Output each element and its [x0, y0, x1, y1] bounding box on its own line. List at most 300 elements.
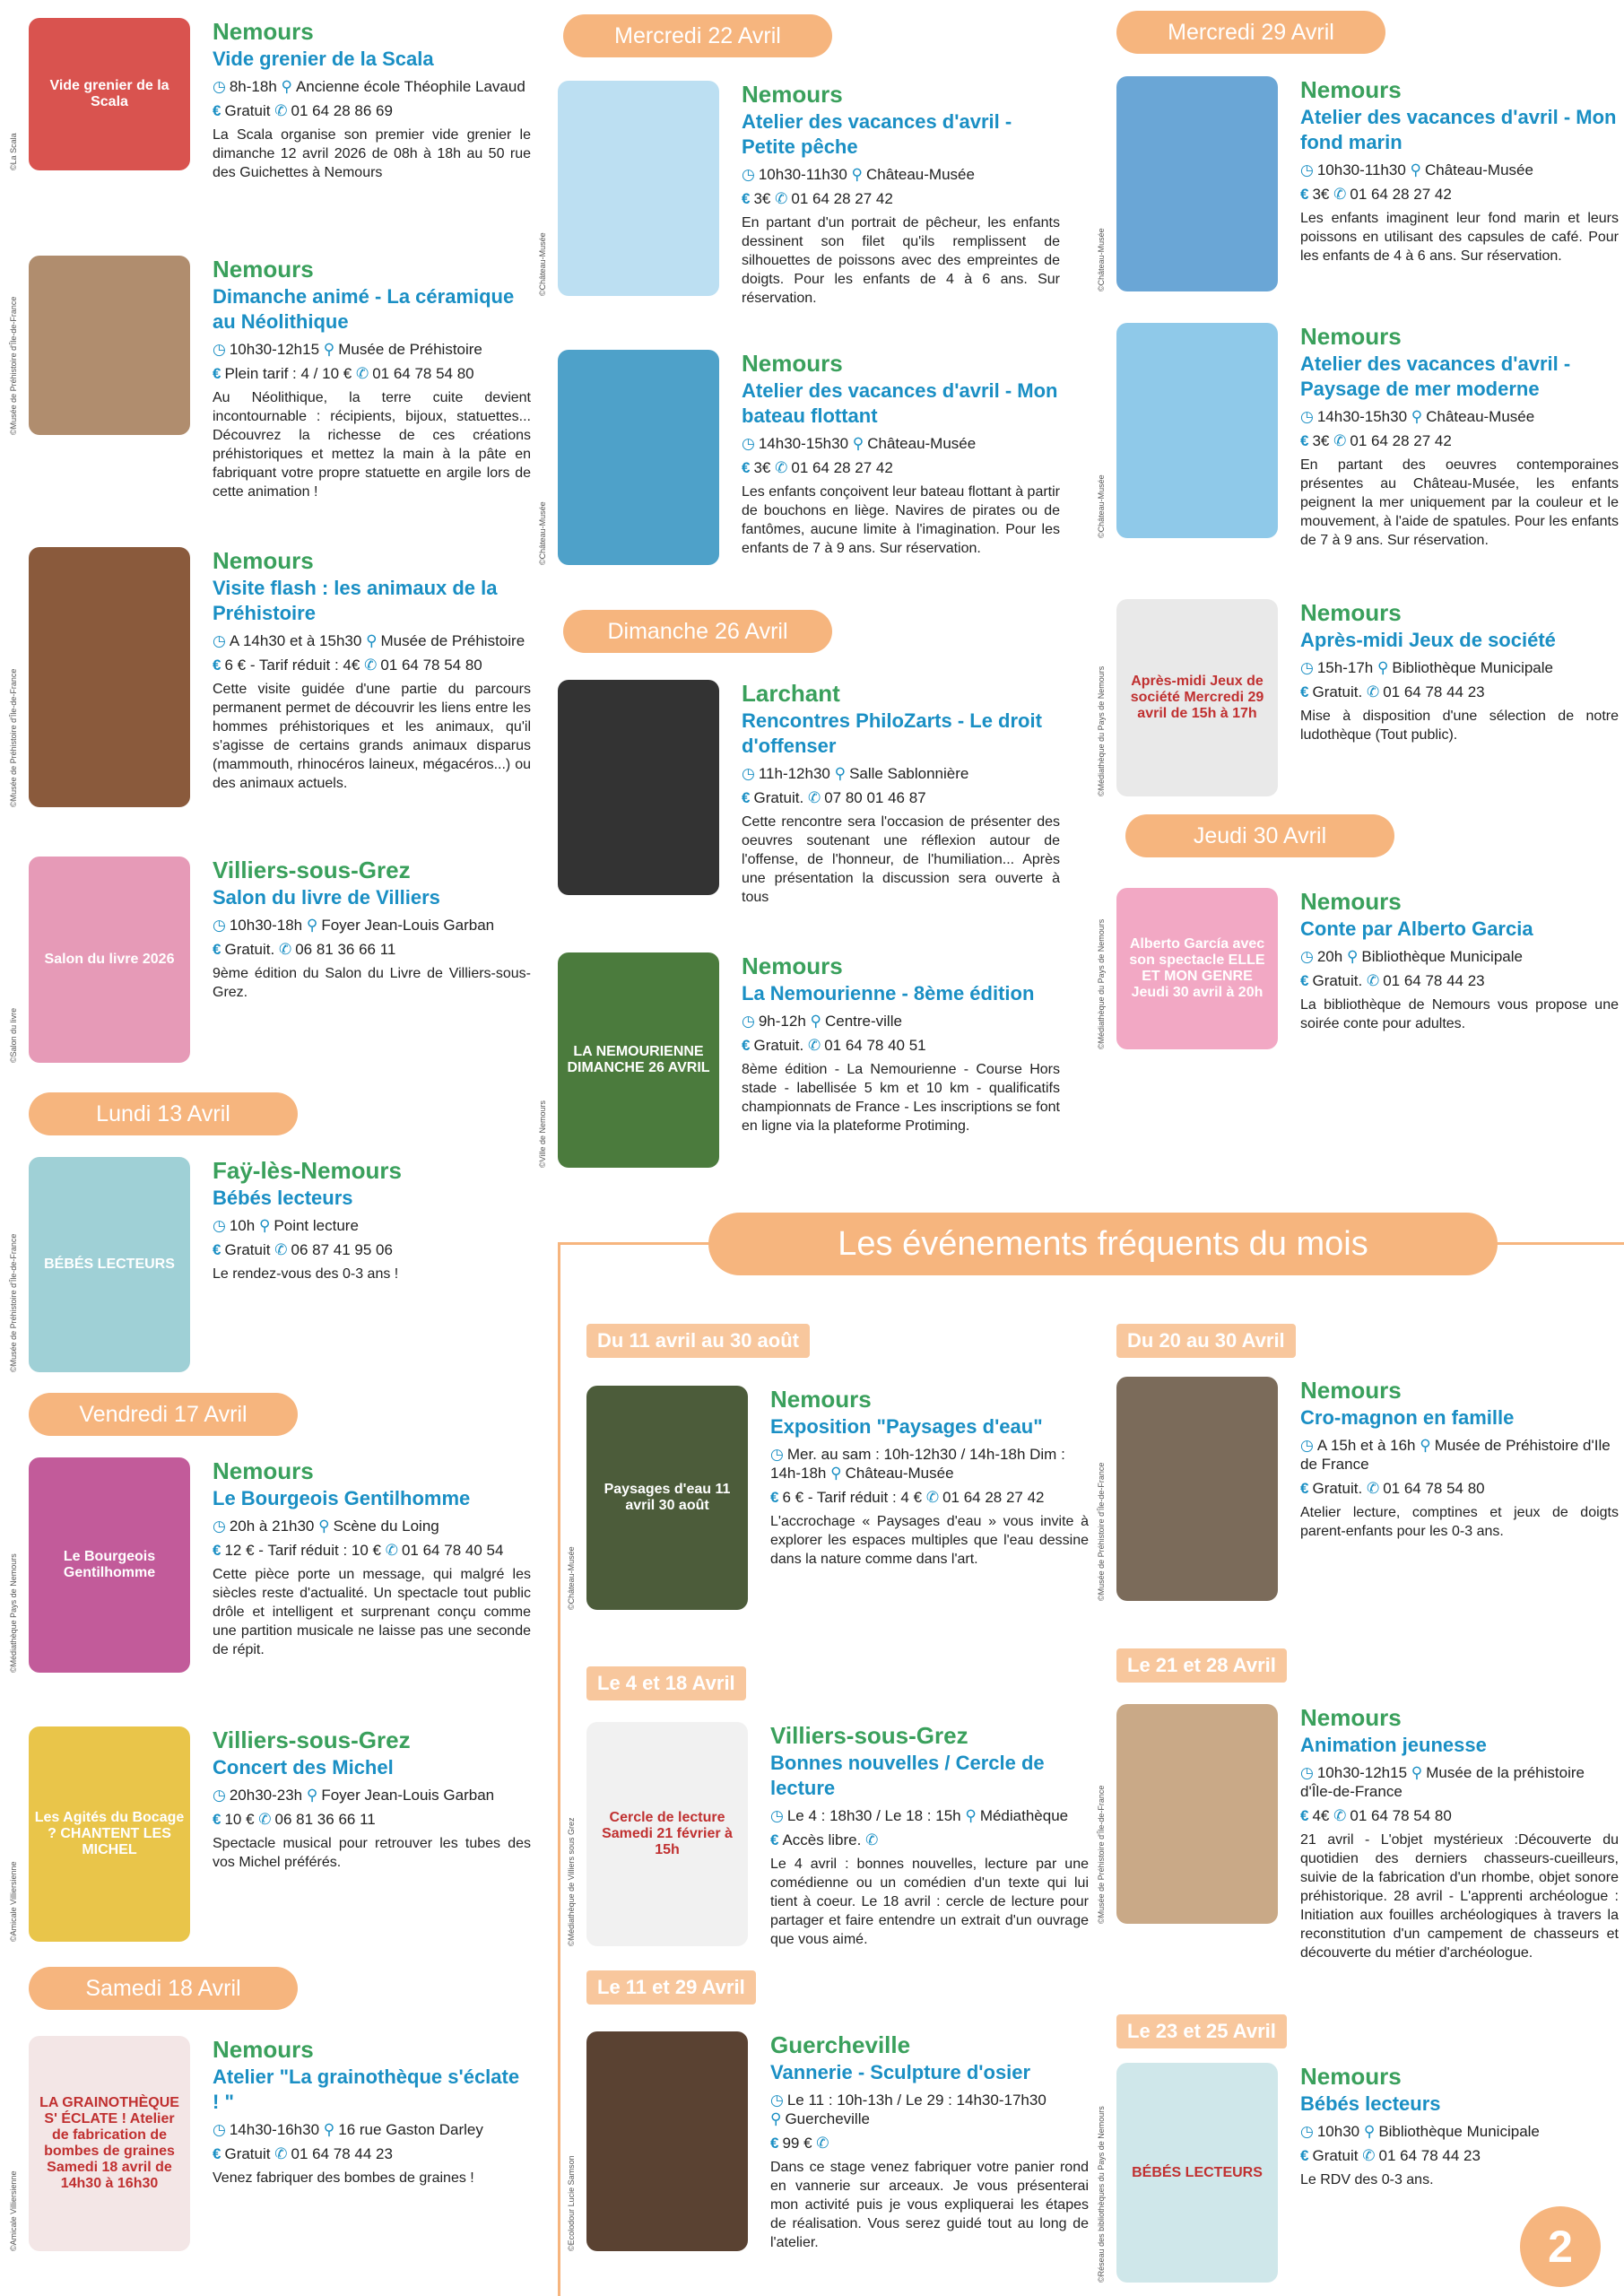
event-thumbnail [1116, 1377, 1278, 1601]
event-phone: 01 64 78 40 54 [401, 1542, 504, 1559]
event-description: Cette visite guidée d'une partie du parcours permanent permet de découvrir les liens entre les hommes préhistoriques et les animaux, qu'il s'agisse de certains grands animaux disparus (mammouth, rhinocéros laineux, mégacéros...) ou des animaux actuels. [213, 682, 531, 791]
event-time: 10h30-18h [229, 917, 303, 934]
event-price-phone [1300, 683, 1619, 701]
event-thumbnail [1116, 888, 1278, 1049]
event-city: Nemours [213, 1457, 314, 1484]
euro-icon: € [1300, 683, 1309, 700]
photo-credit: ©Amicale Villiersienne [9, 2170, 18, 2251]
event-title: Conte par Alberto Garcia [1300, 918, 1533, 940]
event-time: 20h [1316, 948, 1343, 965]
location-pin-icon: ⚲ [318, 1518, 330, 1535]
event-time: 9h-12h [758, 1013, 806, 1030]
event-phone: 01 64 28 27 42 [791, 190, 893, 207]
clock-icon: ◷ [770, 1807, 784, 1824]
thumbnail-text: LA NEMOURIENNE DIMANCHE 26 AVRIL [567, 1044, 710, 1075]
event-city: Nemours [213, 256, 314, 283]
event-price: Gratuit [1312, 2147, 1359, 2164]
event-time: 10h [229, 1217, 256, 1234]
event-time: 11h-12h30 [758, 765, 830, 782]
event-card [1097, 76, 1619, 309]
photo-credit: ©Musée de Préhistoire d'Île-de-France [9, 1233, 18, 1372]
photo-credit: ©Château-Musée [538, 501, 547, 565]
event-price: 3€ [1312, 186, 1330, 203]
date-tag: Le 23 et 25 Avril [1116, 2014, 1287, 2048]
event-title: Le Bourgeois Gentilhomme [213, 1487, 471, 1509]
thumbnail-text: BÉBÉS LECTEURS [1132, 2164, 1263, 2180]
event-thumbnail [1116, 323, 1278, 538]
euro-icon: € [1300, 972, 1309, 989]
event-price: 10 € [224, 1811, 255, 1828]
event-phone: 06 87 41 95 06 [291, 1241, 393, 1258]
phone-icon: ✆ [278, 941, 292, 958]
event-description: 9ème édition du Salon du Livre de Villiers-sous-Grez. [213, 966, 531, 1000]
page-number: 2 [1520, 2206, 1601, 2287]
event-thumbnail [29, 1157, 190, 1372]
euro-icon: € [1300, 2147, 1309, 2164]
clock-icon: ◷ [742, 435, 755, 452]
event-time: 20h30-23h [229, 1787, 303, 1804]
event-card [567, 1386, 1089, 1628]
clock-icon: ◷ [1300, 408, 1314, 425]
event-place: Château-Musée [867, 435, 977, 452]
event-text [1300, 76, 1619, 265]
event-description: La bibliothèque de Nemours vous propose une soirée conte pour adultes. [1300, 997, 1619, 1031]
location-pin-icon: ⚲ [1411, 408, 1423, 425]
photo-credit: ©Médiathèque du Pays de Nemours [1097, 665, 1106, 796]
event-card [9, 2036, 531, 2269]
day-pill: Lundi 13 Avril [29, 1092, 298, 1135]
phone-icon: ✆ [274, 102, 288, 119]
location-pin-icon: ⚲ [770, 2110, 782, 2127]
event-title: Visite flash : les animaux de la Préhistoire [213, 577, 498, 624]
euro-icon: € [742, 789, 751, 806]
event-city: Nemours [213, 18, 314, 45]
thumbnail-text: BÉBÉS LECTEURS [44, 1257, 175, 1272]
event-phone: 01 64 78 44 23 [1383, 972, 1485, 989]
clock-icon: ◷ [213, 2121, 226, 2138]
event-price-phone [770, 1831, 1089, 1849]
event-city: Nemours [1300, 888, 1402, 915]
event-price-phone [213, 940, 531, 959]
event-text [742, 81, 1060, 308]
clock-icon: ◷ [1300, 2123, 1314, 2140]
event-time-place [1300, 1763, 1619, 1801]
event-phone: 07 80 01 46 87 [824, 789, 926, 806]
event-thumbnail [29, 256, 190, 435]
event-description: La Scala organise son premier vide grenier le dimanche 12 avril 2026 de 08h à 18h au 50 rue des Guichettes à Nemours [213, 127, 531, 180]
event-price: Gratuit [224, 1241, 271, 1258]
event-title: La Nemourienne - 8ème édition [742, 982, 1035, 1004]
event-city: Nemours [770, 1386, 872, 1413]
date-tag: Du 11 avril au 30 août [586, 1324, 810, 1358]
clock-icon: ◷ [213, 341, 226, 358]
event-time: 10h30-12h15 [1316, 1764, 1408, 1781]
event-title: Après-midi Jeux de société [1300, 629, 1556, 651]
event-price-phone [1300, 1806, 1619, 1825]
event-city: Nemours [742, 952, 843, 979]
phone-icon: ✆ [1366, 1480, 1380, 1497]
event-time-place [742, 165, 1060, 184]
event-phone: 01 64 78 54 80 [372, 365, 474, 382]
clock-icon: ◷ [742, 166, 755, 183]
event-description: Venez fabriquer des bombes de graines ! [213, 2170, 474, 2186]
event-time: A 15h et à 16h [1316, 1437, 1416, 1454]
event-card [9, 1157, 531, 1390]
event-time-place [742, 1012, 1060, 1031]
thumbnail-text: Cercle de lecture Samedi 21 février à 15h [602, 1810, 733, 1857]
event-price: Gratuit. [1312, 1480, 1363, 1497]
event-place: Scène du Loing [333, 1518, 439, 1535]
event-price-phone [213, 2144, 531, 2163]
thumbnail-text: Le Bourgeois Gentilhomme [63, 1549, 156, 1580]
event-description: 8ème édition - La Nemourienne - Course Hors stade - labellisée 5 km et 10 km - qualificatifs championnats de France - Les inscriptions se font en ligne via la plateforme Protiming. [742, 1062, 1060, 1134]
photo-credit: ©Château-Musée [538, 232, 547, 296]
event-time: 10h30-11h30 [1316, 161, 1406, 178]
location-pin-icon: ⚲ [1411, 1764, 1423, 1781]
event-time: 14h30-15h30 [758, 435, 849, 452]
location-pin-icon: ⚲ [306, 1787, 318, 1804]
event-time: Le 11 : 10h-13h / Le 29 : 14h30-17h30 [786, 2092, 1046, 2109]
location-pin-icon: ⚲ [1346, 948, 1359, 965]
event-place: Bibliothèque Municipale [1378, 2123, 1540, 2140]
event-title: Rencontres PhiloZarts - Le droit d'offenser [742, 709, 1042, 757]
photo-credit: ©Musée de Préhistoire d'Île-de-France [1097, 1462, 1106, 1601]
event-price-phone [1300, 2146, 1619, 2165]
phone-icon: ✆ [775, 190, 788, 207]
day-pill: Dimanche 26 Avril [563, 610, 832, 653]
event-phone: 01 64 28 27 42 [1350, 432, 1452, 449]
event-card [538, 350, 1060, 583]
event-time-place [213, 1517, 531, 1535]
event-city: Nemours [1300, 2063, 1402, 2090]
clock-icon: ◷ [213, 917, 226, 934]
event-time-place [213, 1786, 531, 1805]
event-time-place [213, 916, 531, 935]
event-phone: 01 64 28 27 42 [942, 1489, 1045, 1506]
event-time: A 14h30 et à 15h30 [229, 632, 362, 649]
clock-icon: ◷ [770, 2092, 784, 2109]
event-title: Bébés lecteurs [1300, 2092, 1441, 2115]
event-title: Dimanche animé - La céramique au Néolithique [213, 285, 515, 333]
event-city: Villiers-sous-Grez [770, 1722, 968, 1749]
event-time: Mer. au sam : 10h-12h30 / 14h-18h Dim : 14h-18h [770, 1446, 1065, 1482]
photo-credit: ©Médiathèque de Villiers sous Grez [567, 1817, 576, 1946]
location-pin-icon: ⚲ [830, 1465, 842, 1482]
event-phone: 01 64 78 40 51 [824, 1037, 926, 1054]
event-time: 10h30 [1316, 2123, 1360, 2140]
clock-icon: ◷ [742, 765, 755, 782]
event-thumbnail [558, 81, 719, 296]
event-price: Gratuit [224, 2145, 271, 2162]
event-city: Nemours [213, 547, 314, 574]
event-description: En partant d'un portrait de pêcheur, les enfants dessinent son filet qu'ils remplissent de silhouettes de poissons avec des empreintes de doigts. Pour les enfants de 4 à 6 ans. Sur réservation. [742, 215, 1060, 306]
event-title: Bonnes nouvelles / Cercle de lecture [770, 1752, 1045, 1799]
event-city: Nemours [1300, 1704, 1402, 1731]
event-description: Mise à disposition d'une sélection de notre ludothèque (Tout public). [1300, 709, 1619, 743]
event-price-phone [213, 364, 531, 383]
event-thumbnail [1116, 2063, 1278, 2283]
photo-credit: ©Salon du livre [9, 1007, 18, 1063]
event-card [9, 256, 531, 500]
event-phone: 01 64 28 27 42 [1350, 186, 1452, 203]
euro-icon: € [213, 657, 221, 674]
event-time-place [213, 1216, 531, 1235]
location-pin-icon: ⚲ [366, 632, 378, 649]
event-thumbnail [29, 2036, 190, 2251]
photo-credit: ©Musée de Préhistoire d'Île-de-France [1097, 1785, 1106, 1924]
event-title: Bébés lecteurs [213, 1187, 353, 1209]
phone-icon: ✆ [816, 2135, 829, 2152]
clock-icon: ◷ [213, 632, 226, 649]
event-time-place [213, 631, 531, 650]
event-place: Bibliothèque Municipale [1361, 948, 1523, 965]
clock-icon: ◷ [213, 1787, 226, 1804]
thumbnail-text: Paysages d'eau 11 avril 30 août [604, 1482, 731, 1513]
event-thumbnail [29, 1457, 190, 1673]
clock-icon: ◷ [213, 1217, 226, 1234]
event-place: Centre-ville [824, 1013, 902, 1030]
event-time: 8h-18h [229, 78, 277, 95]
event-card [567, 1722, 1089, 1964]
euro-icon: € [742, 190, 751, 207]
day-pill: Mercredi 29 Avril [1116, 11, 1385, 54]
event-city: Faÿ-lès-Nemours [213, 1157, 402, 1184]
event-description: Le RDV des 0-3 ans. [1300, 2172, 1434, 2187]
photo-credit: ©La Scala [9, 133, 18, 170]
event-price-phone [1300, 971, 1619, 990]
event-time: 15h-17h [1316, 659, 1374, 676]
euro-icon: € [1300, 432, 1309, 449]
event-thumbnail [586, 1386, 748, 1610]
clock-icon: ◷ [1300, 948, 1314, 965]
phone-icon: ✆ [274, 2145, 288, 2162]
event-thumbnail [586, 1722, 748, 1946]
euro-icon: € [1300, 1807, 1309, 1824]
event-city: Villiers-sous-Grez [213, 857, 411, 883]
event-price: Gratuit. [1312, 683, 1363, 700]
event-time: 20h à 21h30 [229, 1518, 315, 1535]
event-card [558, 680, 1060, 913]
day-pill: Jeudi 30 Avril [1125, 814, 1394, 857]
location-pin-icon: ⚲ [1363, 2123, 1376, 2140]
event-description: Au Néolithique, la terre cuite devient incontournable : récipients, bijoux, statuettes... Découvrez la richesse de ces créations préhistoriques et mettez la main à la pâte en fabriquant votre propre statuette en argile lors de cette animation ! [213, 390, 531, 500]
euro-icon: € [213, 365, 221, 382]
event-description: Les enfants conçoivent leur bateau flottant à partir de bouchons en liège. Navires de pirates ou de fantômes, aucune limite à l'imagination. Pour les enfants de 7 à 9 ans. Sur réservation. [742, 484, 1060, 556]
event-card [1097, 323, 1619, 556]
euro-icon: € [213, 941, 221, 958]
location-pin-icon: ⚲ [1420, 1437, 1431, 1454]
event-text [213, 857, 531, 1002]
event-thumbnail [558, 952, 719, 1168]
event-thumbnail [586, 2031, 748, 2251]
location-pin-icon: ⚲ [1410, 161, 1421, 178]
event-time: 10h30-11h30 [758, 166, 847, 183]
event-card [1097, 1377, 1619, 1619]
event-title: Atelier des vacances d'avril - Mon bateau flottant [742, 379, 1058, 427]
clock-icon: ◷ [213, 1518, 226, 1535]
event-price: Gratuit. [753, 1037, 804, 1054]
event-time-place [1300, 161, 1619, 179]
event-city: Nemours [1300, 599, 1402, 626]
event-title: Salon du livre de Villiers [213, 886, 440, 909]
phone-icon: ✆ [1333, 1807, 1347, 1824]
photo-credit: ©Musée de Préhistoire d'Île-de-France [9, 668, 18, 807]
section-banner: Les événements fréquents du mois [708, 1213, 1498, 1275]
euro-icon: € [213, 1811, 221, 1828]
divider-line [558, 1242, 560, 2296]
event-text [213, 547, 531, 793]
euro-icon: € [213, 1241, 221, 1258]
event-card [1097, 599, 1619, 814]
event-card [9, 857, 531, 1081]
euro-icon: € [770, 1831, 779, 1848]
phone-icon: ✆ [274, 1241, 288, 1258]
event-city: Nemours [1300, 76, 1402, 103]
euro-icon: € [213, 2145, 221, 2162]
event-description: Les enfants imaginent leur fond marin et leurs poissons en utilisant des capsules de café. Pour les enfants de 4 à 6 ans. Sur réservation. [1300, 211, 1619, 264]
event-text [213, 1726, 531, 1872]
photo-credit: ©Château-Musée [1097, 228, 1106, 291]
event-city: Nemours [742, 350, 843, 377]
event-text [1300, 1377, 1619, 1541]
day-pill: Vendredi 17 Avril [29, 1393, 298, 1436]
event-time-place [770, 2091, 1089, 2128]
event-card [1097, 888, 1619, 1067]
event-card [538, 952, 1060, 1186]
event-card [567, 2031, 1089, 2269]
phone-icon: ✆ [1362, 2147, 1376, 2164]
event-city: Nemours [1300, 1377, 1402, 1404]
phone-icon: ✆ [385, 1542, 398, 1559]
event-phone: 01 64 28 86 69 [291, 102, 393, 119]
thumbnail-text: Après-midi Jeux de société Mercredi 29 avril de 15h à 17h [1130, 674, 1264, 721]
event-city: Villiers-sous-Grez [213, 1726, 411, 1753]
location-pin-icon: ⚲ [834, 765, 847, 782]
event-price-phone [1300, 431, 1619, 450]
event-city: Nemours [742, 81, 843, 108]
phone-icon: ✆ [355, 365, 369, 382]
event-thumbnail [29, 1726, 190, 1942]
event-text [742, 350, 1060, 558]
event-price: Gratuit. [224, 941, 275, 958]
event-price-phone [213, 656, 531, 674]
euro-icon: € [1300, 1480, 1309, 1497]
event-time-place [742, 764, 1060, 783]
event-place: Château-Musée [1426, 408, 1535, 425]
event-time-place [1300, 1436, 1619, 1474]
event-place: Guercheville [785, 2110, 870, 2127]
event-description: Cette pièce porte un message, qui malgré les siècles reste d'actualité. Un spectacle tout public drôle et intelligent et surprenant conçu comme une partition musicale ne laisse pas une seconde de répit. [213, 1567, 531, 1657]
event-price-phone [213, 1810, 531, 1829]
event-description: Spectacle musical pour retrouver les tubes des vos Michel préférés. [213, 1836, 531, 1870]
euro-icon: € [213, 1542, 221, 1559]
event-card [9, 547, 531, 825]
phone-icon: ✆ [865, 1831, 879, 1848]
event-text [213, 1157, 531, 1283]
clock-icon: ◷ [1300, 1764, 1314, 1781]
event-price: 12 € - Tarif réduit : 10 € [224, 1542, 381, 1559]
event-place: Musée de Préhistoire [380, 632, 525, 649]
event-thumbnail [1116, 1704, 1278, 1924]
event-price: 6 € - Tarif réduit : 4 € [782, 1489, 923, 1506]
event-thumbnail [1116, 76, 1278, 291]
event-price: 6 € - Tarif réduit : 4€ [224, 657, 360, 674]
event-place: Médiathèque [979, 1807, 1069, 1824]
thumbnail-text: Vide grenier de la Scala [49, 78, 169, 109]
location-pin-icon: ⚲ [323, 341, 335, 358]
event-thumbnail [29, 547, 190, 807]
event-time: 14h30-15h30 [1316, 408, 1408, 425]
euro-icon: € [770, 2135, 779, 2152]
event-time-place [213, 340, 531, 359]
event-phone: 01 64 28 27 42 [791, 459, 893, 476]
event-price-phone [213, 1240, 531, 1259]
event-text [213, 18, 531, 182]
event-price-phone [742, 788, 1060, 807]
event-place: Foyer Jean-Louis Garban [321, 917, 495, 934]
event-price-phone [742, 1036, 1060, 1055]
event-text [1300, 888, 1619, 1033]
event-title: Vide grenier de la Scala [213, 48, 434, 70]
event-phone: 01 64 78 54 80 [380, 657, 482, 674]
event-text [1300, 323, 1619, 550]
event-price: Gratuit. [1312, 972, 1363, 989]
euro-icon: € [1300, 186, 1309, 203]
event-thumbnail [1116, 599, 1278, 796]
event-text [770, 1386, 1089, 1569]
event-time-place [1300, 947, 1619, 966]
event-card [9, 1726, 531, 1960]
location-pin-icon: ⚲ [851, 166, 863, 183]
event-description: 21 avril - L'objet mystérieux :Découverte du quotidien des derniers chasseurs-cueilleurs, suivie de la fabrication d'un rhombe, objet sonore préhistorique. 28 avril - L'apprenti archéologue : Initiation aux fouilles archéologiques à travers la reconstitution d'un campement de chasseurs et découverte du métier d'archéologue. [1300, 1832, 1619, 1961]
event-time-place [770, 1806, 1089, 1825]
photo-credit: ©Amicale Villiersienne [9, 1861, 18, 1942]
event-price: 3€ [1312, 432, 1330, 449]
event-price-phone [1300, 185, 1619, 204]
phone-icon: ✆ [807, 789, 821, 806]
event-text [213, 1457, 531, 1659]
thumbnail-text: LA GRAINOTHÈQUE S' ÉCLATE ! Atelier de fabrication de bombes de graines Samedi 18 avril de 14h30 à 16h30 [39, 2095, 179, 2191]
euro-icon: € [742, 459, 751, 476]
event-city: Guercheville [770, 2031, 911, 2058]
date-tag: Du 20 au 30 Avril [1116, 1324, 1296, 1358]
location-pin-icon: ⚲ [258, 1217, 271, 1234]
date-tag: Le 11 et 29 Avril [586, 1970, 756, 2005]
event-place: Ancienne école Théophile Lavaud [295, 78, 525, 95]
location-pin-icon: ⚲ [323, 2121, 335, 2138]
event-price-phone [742, 189, 1060, 208]
event-place: Musée de Préhistoire d'Ile de France [1300, 1437, 1611, 1473]
event-phone: 01 64 78 44 23 [1383, 683, 1485, 700]
event-phone: 06 81 36 66 11 [274, 1811, 376, 1828]
event-place: Musée de Préhistoire [338, 341, 482, 358]
divider-line [558, 1242, 710, 1245]
phone-icon: ✆ [1333, 432, 1347, 449]
location-pin-icon: ⚲ [852, 435, 864, 452]
event-text [1300, 1704, 1619, 1962]
event-text [770, 1722, 1089, 1949]
event-text [213, 256, 531, 501]
event-price: 3€ [753, 190, 771, 207]
event-text [1300, 599, 1619, 744]
event-description: Dans ce stage venez fabriquer votre panier rond en vannerie sur arceaux. Je vous présenterai mon activité puis je vous expliquerai les étapes de réalisation. Vous serez guidé tout au long de l'atelier. [770, 2160, 1089, 2250]
clock-icon: ◷ [213, 78, 226, 95]
event-phone: 06 81 36 66 11 [295, 941, 396, 958]
photo-credit: ©Château-Musée [1097, 474, 1106, 538]
event-price: 3€ [753, 459, 771, 476]
clock-icon: ◷ [742, 1013, 755, 1030]
thumbnail-text: Salon du livre 2026 [44, 952, 175, 967]
